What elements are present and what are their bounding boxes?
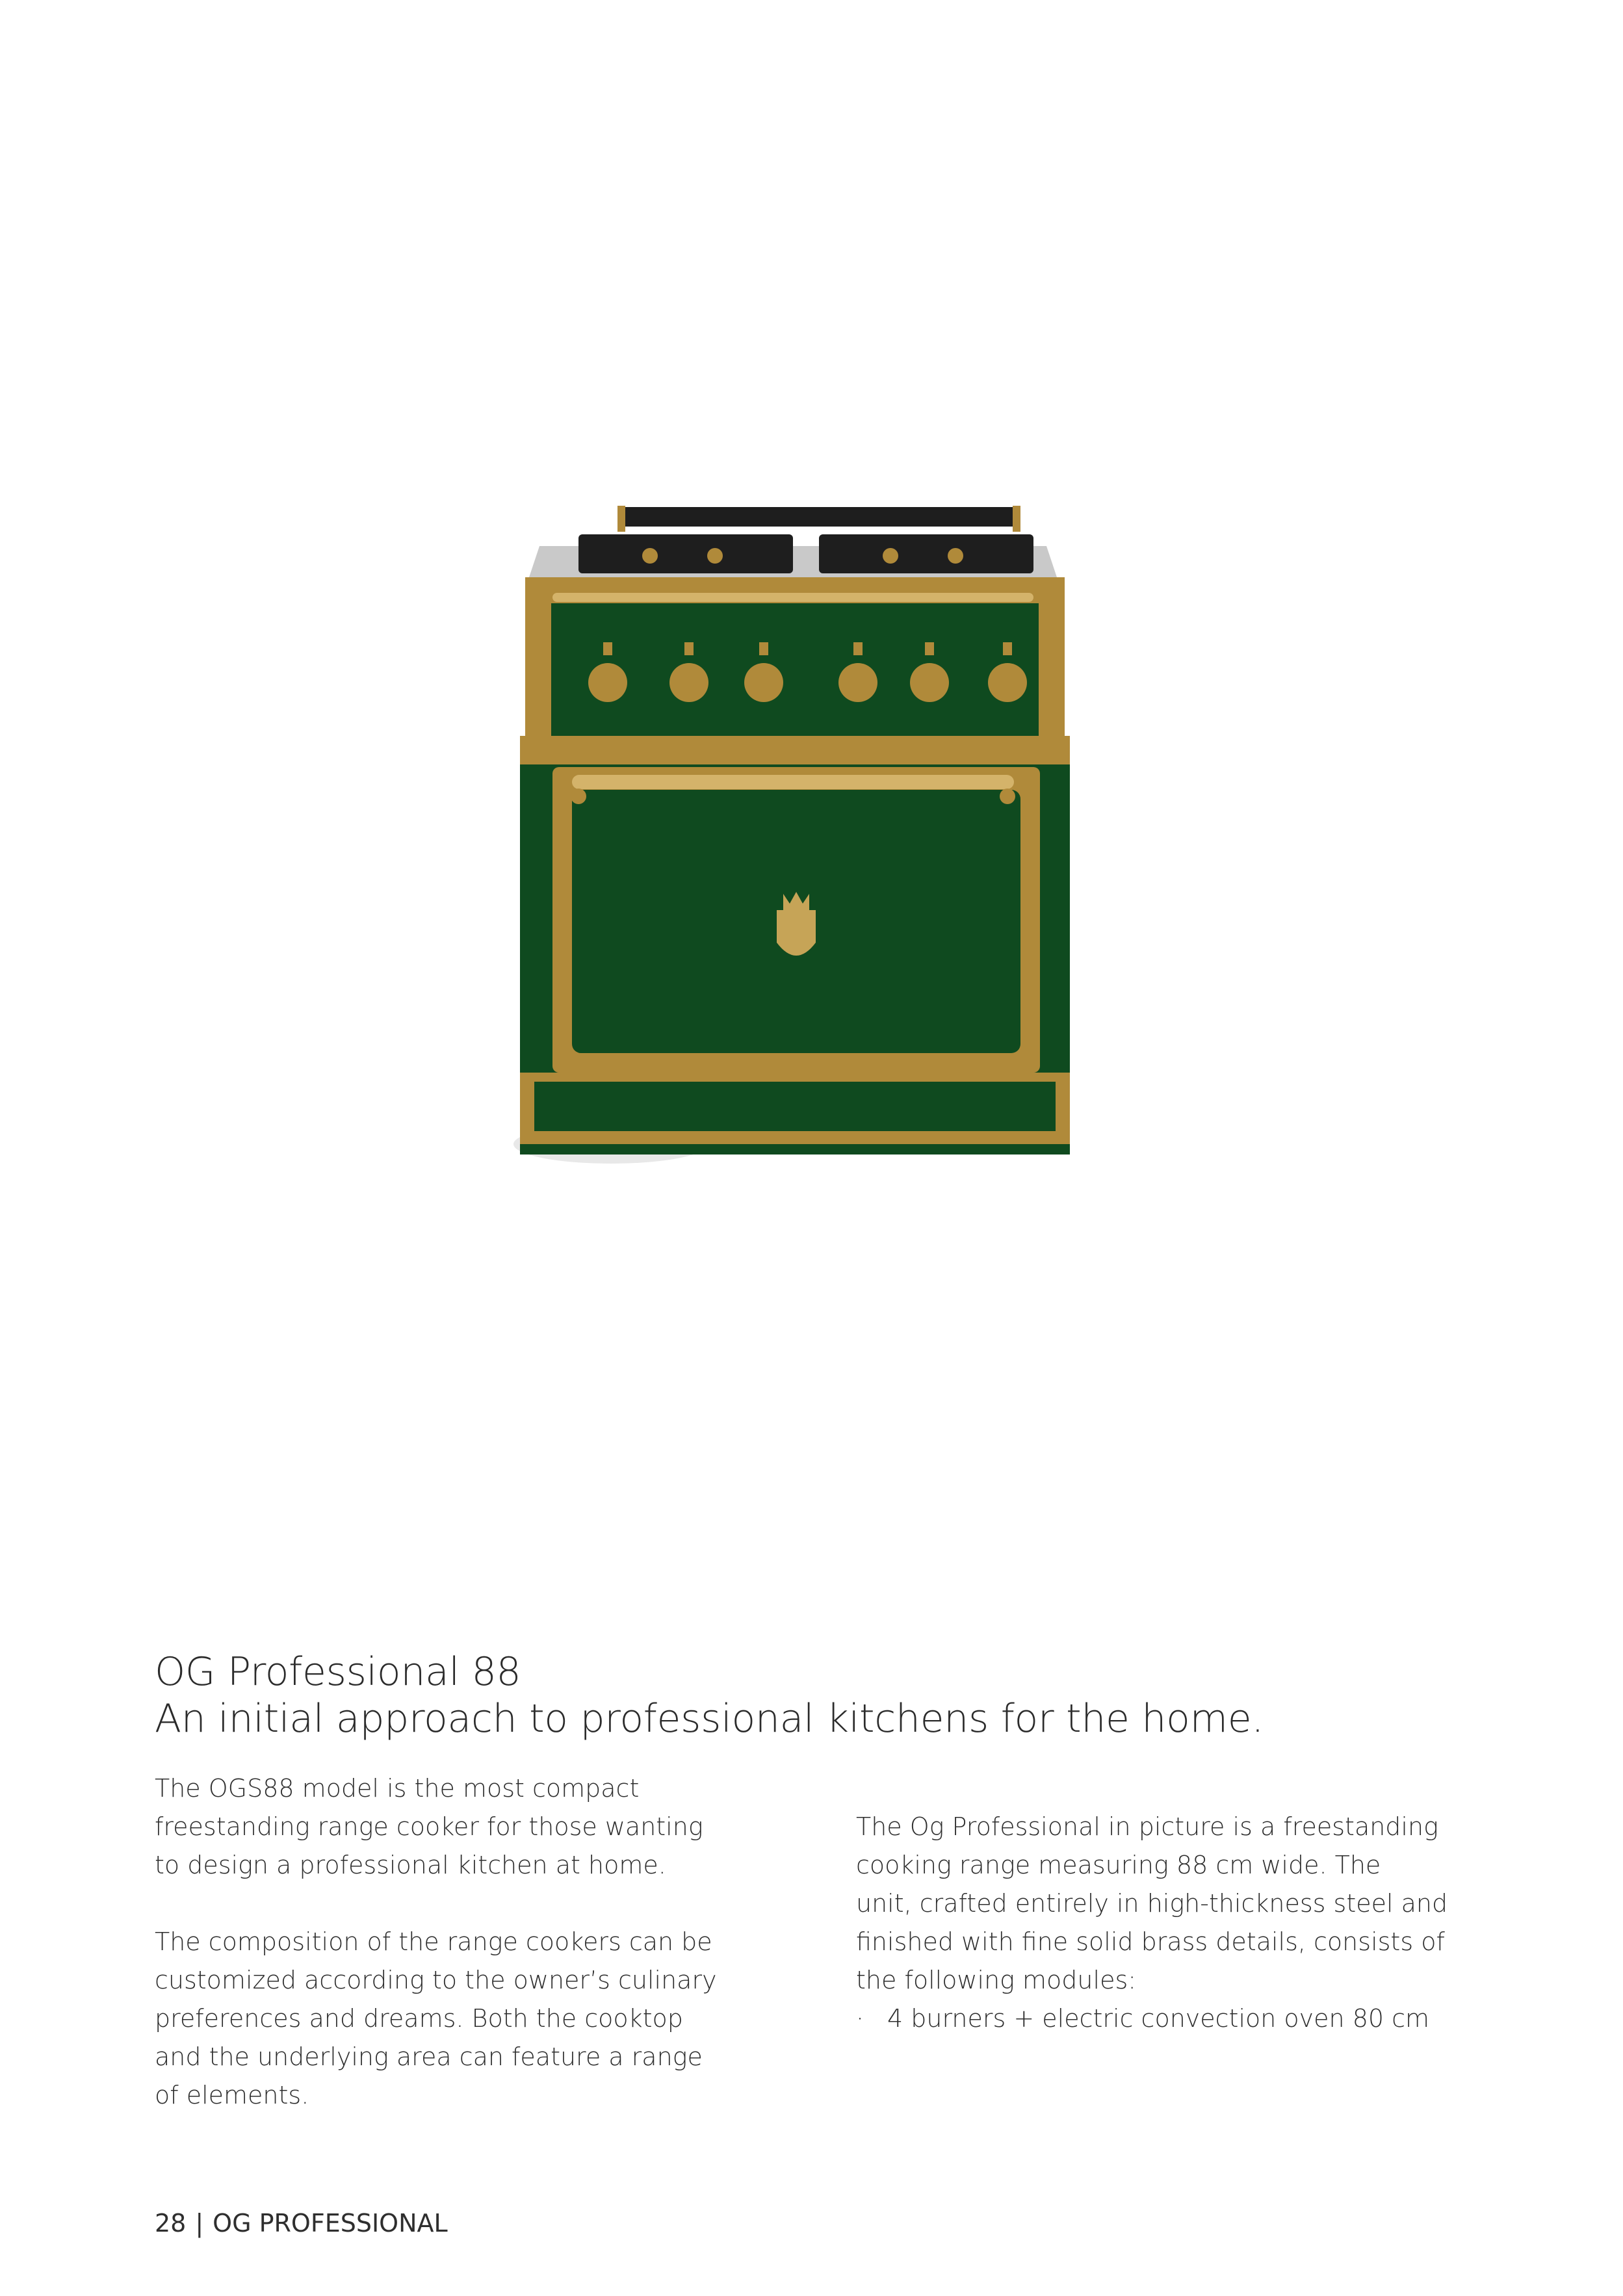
title-line-2: An initial approach to professional kitchens for the home. — [155, 1696, 1264, 1742]
paragraph-line: customized according to the owner’s culinary — [155, 1966, 717, 1994]
paragraph-line: The OGS88 model is the most compact — [155, 1774, 640, 1803]
paragraph-line: finished with fine solid brass details, consists of — [856, 1927, 1445, 1956]
grate-left — [578, 534, 793, 573]
paragraph-line: the following modules: — [856, 1966, 1137, 1994]
paragraph-line: freestanding range cooker for those wanting — [155, 1812, 703, 1841]
paragraph-line: The composition of the range cookers can be — [155, 1927, 712, 1956]
page-footer — [155, 2208, 448, 2239]
page-title — [155, 1649, 1520, 1742]
paragraph-line: cooking range measuring 88 cm wide. The — [856, 1851, 1381, 1879]
paragraph-line: of elements. — [155, 2081, 309, 2109]
paragraph-line: and the underlying area can feature a range — [155, 2042, 703, 2071]
oven-handle — [572, 775, 1014, 789]
product-image-range-cooker — [455, 494, 1131, 1170]
left-column-text — [155, 1769, 805, 2115]
rear-grate — [617, 507, 1020, 527]
right-column-text — [856, 1808, 1506, 2038]
paragraph-line: unit, crafted entirely in high-thickness steel and — [856, 1889, 1448, 1918]
footer-section: OG PROFESSIONAL — [213, 2209, 448, 2237]
bullet-marker: · — [856, 2004, 864, 2033]
footer-separator: | — [195, 2209, 204, 2237]
grate-right — [819, 534, 1033, 573]
title-line-1: OG Professional 88 — [155, 1649, 521, 1695]
paragraph-line: to design a professional kitchen at home. — [155, 1851, 666, 1879]
paragraph-line: The Og Professional in picture is a freestanding — [856, 1812, 1438, 1841]
page-number: 28 — [155, 2209, 187, 2237]
paragraph-line: preferences and dreams. Both the cooktop — [155, 2004, 683, 2033]
module-list-item — [856, 2000, 1506, 2038]
front-rail — [552, 593, 1033, 602]
module-list-text: 4 burners + electric convection oven 80 cm — [887, 2004, 1430, 2033]
